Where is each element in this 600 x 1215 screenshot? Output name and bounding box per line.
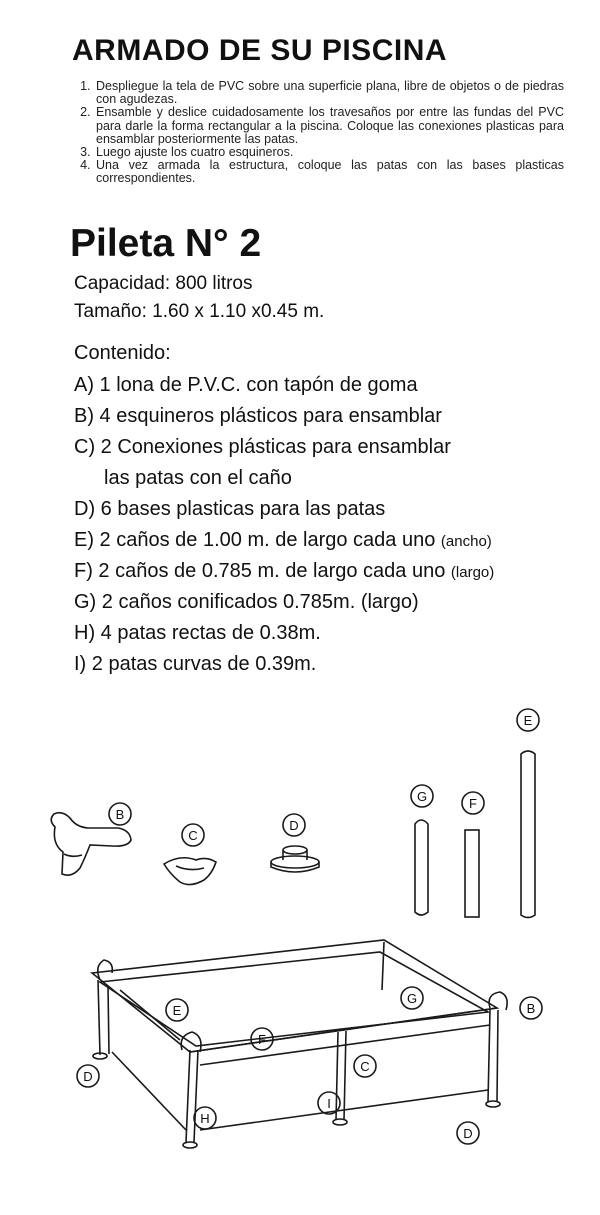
pipe-f-drawing — [465, 830, 479, 917]
contents-item — [74, 649, 594, 680]
contents-item-text: E) 2 caños de 1.00 m. de largo cada uno — [74, 529, 436, 551]
pipe-e-drawing — [521, 751, 535, 918]
contents-item — [74, 525, 594, 556]
size-label: Tamaño: — [74, 301, 147, 322]
assembly-step: 4. Una vez armada la estructura, coloque las patas con las bases plasticas correspondientes. — [94, 159, 564, 185]
contents-item — [74, 401, 594, 432]
label-b: B — [115, 807, 125, 822]
size-value: 1.60 x 1.10 x0.45 m. — [152, 301, 325, 322]
assembly-step: 3. Luego ajuste los cuatro esquineros. — [94, 146, 564, 159]
contents-item — [74, 587, 594, 618]
corner-piece-drawing — [51, 813, 131, 875]
contents-item — [74, 494, 594, 525]
label-i: I — [327, 1096, 331, 1111]
label-h: H — [200, 1111, 210, 1126]
contents-list — [74, 370, 594, 680]
base-drawing — [271, 846, 319, 872]
label-c: C — [188, 828, 198, 843]
assembly-step: 1. Despliegue la tela de PVC sobre una superficie plana, libre de objetos o de piedras con agudezas. — [94, 80, 564, 106]
label-b: B — [526, 1001, 536, 1016]
connector-drawing — [164, 858, 216, 885]
capacity-value: 800 litros — [175, 273, 253, 294]
parts-diagram — [0, 690, 600, 1210]
contents-item-note: (ancho) — [440, 533, 492, 550]
contents-item — [74, 618, 594, 649]
contents-item-continuation — [74, 463, 594, 494]
label-g: G — [406, 991, 418, 1006]
contents-item — [74, 370, 594, 401]
contents-item-text: H) 4 patas rectas de 0.38m. — [74, 622, 321, 644]
assembly-steps-list — [80, 80, 564, 186]
contents-item-text: las patas con el caño — [104, 467, 292, 489]
assembly-step: 2. Ensamble y deslice cuidadosamente los travesaños por entre las fundas del PVC para darle la forma rectangular a la piscina. Coloque las conexiones plasticas para ensamblar posteriormente las patas. — [94, 106, 564, 146]
page-title: ARMADO DE SU PISCINA — [72, 34, 448, 67]
label-f: F — [258, 1032, 266, 1047]
contents-item-text: D) 6 bases plasticas para las patas — [74, 498, 386, 520]
contents-item-text: C) 2 Conexiones plásticas para ensamblar — [74, 436, 451, 458]
contents-item — [74, 556, 594, 587]
label-e: E — [172, 1003, 182, 1018]
size-line — [74, 301, 324, 323]
contents-item — [74, 432, 594, 463]
assembled-pool-drawing — [92, 940, 507, 1148]
product-name: Pileta N° 2 — [70, 222, 262, 265]
capacity-label: Capacidad: — [74, 273, 171, 294]
conical-pipe-drawing — [415, 820, 428, 915]
label-c: C — [360, 1059, 370, 1074]
label-f: F — [469, 796, 477, 811]
contents-item-text: G) 2 caños conificados 0.785m. (largo) — [74, 591, 419, 613]
label-e: E — [523, 713, 533, 728]
contents-item-text: B) 4 esquineros plásticos para ensamblar — [74, 405, 442, 427]
label-d: D — [83, 1069, 93, 1084]
contents-heading: Contenido: — [74, 342, 171, 364]
contents-item-text: F) 2 caños de 0.785 m. de largo cada uno — [74, 560, 446, 582]
capacity-line — [74, 273, 253, 295]
label-d: D — [289, 818, 299, 833]
label-d: D — [463, 1126, 473, 1141]
label-g: G — [416, 789, 428, 804]
contents-item-text: A) 1 lona de P.V.C. con tapón de goma — [74, 374, 418, 396]
contents-item-text: I) 2 patas curvas de 0.39m. — [74, 653, 317, 675]
contents-item-note: (largo) — [450, 564, 495, 581]
